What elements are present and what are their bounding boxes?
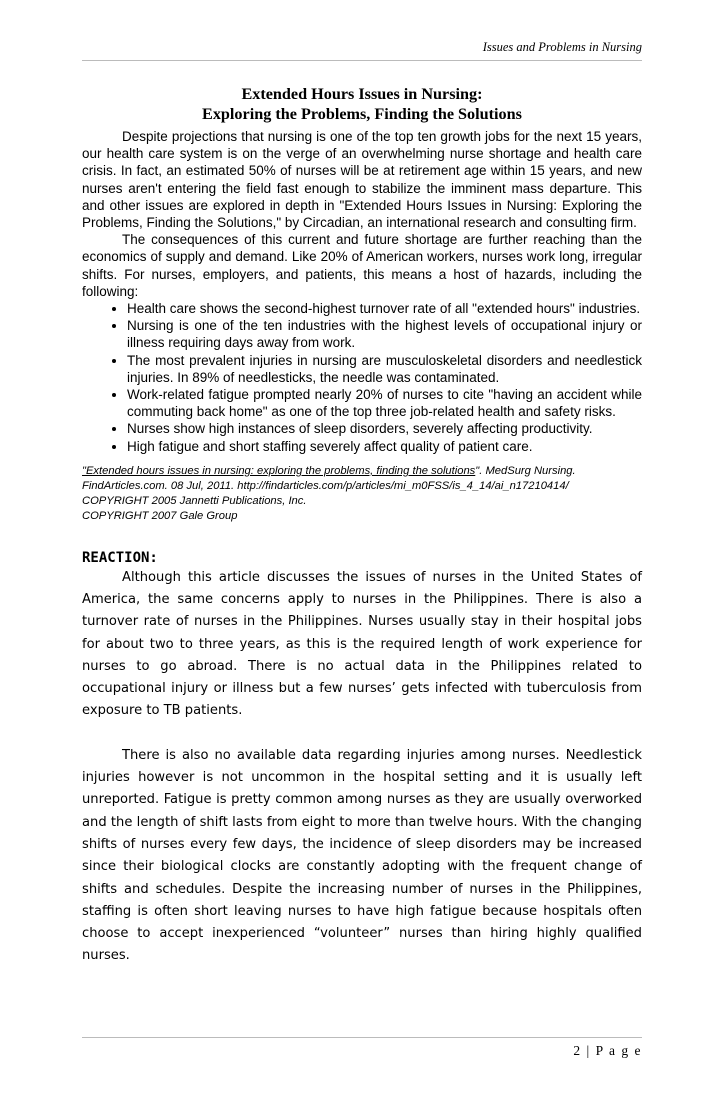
page-number: 2 | P a g e (573, 1043, 642, 1058)
citation-link[interactable]: "Extended hours issues in nursing: exploring the problems, finding the solutions (82, 464, 476, 477)
hazard-list-item: • High fatigue and short staffing severely affect quality of patient care. (127, 438, 642, 455)
hazard-list-item: • Health care shows the second-highest turnover rate of all "extended hours" industries. (127, 300, 642, 317)
article-title-line-2: Exploring the Problems, Finding the Solutions (202, 105, 522, 123)
running-header: Issues and Problems in Nursing (482, 40, 642, 54)
citation-line-4: COPYRIGHT 2007 Gale Group (82, 510, 238, 523)
hazard-list-item: • Work-related fatigue prompted nearly 20% of nurses to cite "having an accident while commuting back home" as one of the top three job-related health and safety risks. (127, 386, 642, 420)
hazard-list-item: • Nurses show high instances of sleep disorders, severely affecting productivity. (127, 420, 642, 437)
reaction-paragraph-2: There is also no available data regarding injuries among nurses. Needlestick injuries however is not uncommon in the hospital setting and it is usually left unreported. Fatigue is pretty common among nurses as they are usually overworked and the length of shift lasts from eight to more than twelve hours. With the changing shifts of nurses every few days, the incidence of sleep disorders may be increased since their biological clocks are constantly adopting with the frequent change of shifts and schedules. Despite the increasing number of nurses in the Philippines, staffing is often short leaving nurses to have high fatigue because hospitals often choose to accept inexperienced “volunteer” nurses than hiring highly qualified nurses. (82, 747, 642, 964)
reaction-heading: REACTION: (82, 549, 158, 566)
article-title (82, 84, 642, 124)
hazard-list-item: • Nursing is one of the ten industries with the highest levels of occupational injury or illness requiring days away from work. (127, 317, 642, 351)
article-body (82, 128, 642, 455)
reaction-paragraph-1: Although this article discusses the issues of nurses in the United States of America, the same concerns apply to nurses in the Philippines. There is also a turnover rate of nurses in the Philippines. Nurses usually stay in their hospital jobs for about two to three years, as this is the required length of work experience for nurses to go abroad. There is no actual data in the Philippines related to occupational injury or illness but a few nurses’ gets infected with tuberculosis from exposure to TB patients. (82, 569, 642, 719)
header-rule (82, 60, 642, 61)
page-content (82, 84, 642, 968)
article-paragraph-2: The consequences of this current and future shortage are further reaching than the economics of supply and demand. Like 20% of American workers, nurses work long, irregular shifts. For nurses, employers, and patients, this means a host of hazards, including the following: (82, 232, 642, 299)
article-paragraph-1: Despite projections that nursing is one of the top ten growth jobs for the next 15 years, our health care system is on the verge of an overwhelming nurse shortage and health care crisis. In fact, an estimated 50% of nurses will be at retirement age within 15 years, and new nurses aren't entering the field fast enough to stabilize the imminent mass departure. This and other issues are explored in depth in "Extended Hours Issues in Nursing: Exploring the Problems, Finding the Solutions," by Circadian, an international research and consulting firm. (82, 129, 642, 231)
citation-block (82, 464, 642, 525)
footer-rule (82, 1037, 642, 1038)
hazard-list (82, 300, 642, 455)
article-title-line-1: Extended Hours Issues in Nursing: (241, 85, 483, 103)
reaction-body (82, 567, 642, 968)
citation-line-1 (82, 464, 642, 479)
citation-line-2: FindArticles.com. 08 Jul, 2011. http://findarticles.com/p/articles/mi_m0FSS/is_4_14/ai_n17210414/ (82, 480, 569, 493)
citation-source: ". MedSurg Nursing. (475, 464, 576, 477)
citation-line-3: COPYRIGHT 2005 Jannetti Publications, Inc. (82, 495, 307, 508)
hazard-list-item: • The most prevalent injuries in nursing are musculoskeletal disorders and needlestick injuries. In 89% of needlesticks, the needle was contaminated. (127, 352, 642, 386)
